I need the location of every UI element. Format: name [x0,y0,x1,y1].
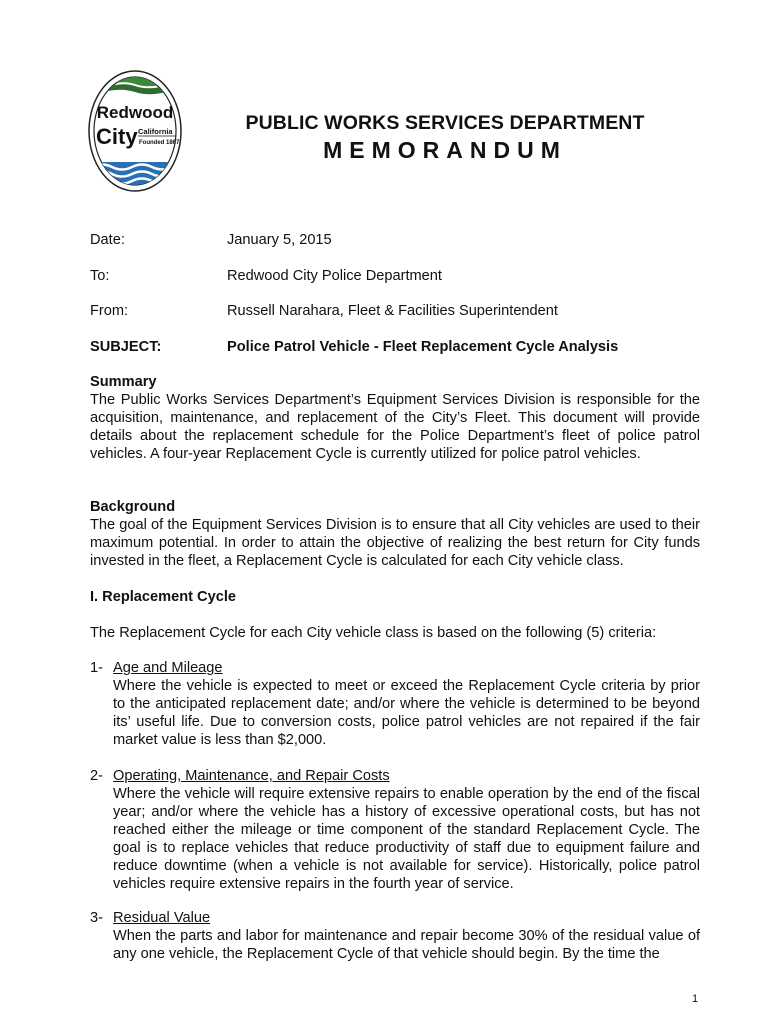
date-label: Date: [90,232,125,248]
logo-text-line2: City [96,124,138,149]
summary-heading: Summary [90,374,157,390]
criteria-number: 3- [90,910,103,926]
summary-section [90,373,700,463]
from-label: From: [90,303,129,319]
section1-intro: The Replacement Cycle for each City vehicle class is based on the following (5) criteria: [90,625,657,641]
criteria-title: Residual Value [113,910,211,926]
date-value: January 5, 2015 [227,232,332,248]
summary-body: The Public Works Services Department’s Equipment Services Division is responsible for the acquisition, maintenance, and replacement of the City’s Fleet. This document will provide details about the replacement schedule for the Police Department’s fleet of police patrol vehicles. A four-year Replacement Cycle is currently utilized for police patrol vehicles. [90,392,700,462]
page-number: 1 [692,993,699,1005]
logo-text-founded: Founded 1867 [139,140,180,146]
criteria-title: Age and Mileage [113,660,223,676]
to-value: Redwood City Police Department [227,268,442,284]
background-section [90,498,700,570]
memo-title: MEMORANDUM [323,137,567,163]
criteria-title: Operating, Maintenance, and Repair Costs [113,768,390,784]
to-label: To: [90,268,110,284]
redwood-city-logo [88,70,182,192]
background-body: The goal of the Equipment Services Division is to ensure that all City vehicles are used to their maximum potential. In order to attain the objective of realizing the best return for City funds invested in the fleet, a Replacement Cycle is calculated for each City vehicle class. [90,517,700,569]
criteria-text: Where the vehicle is expected to meet or exceed the Replacement Cycle criteria by prior to the anticipated replacement date; and/or where the vehicle is determined to be beyond its’ useful life. Due to conversion costs, police patrol vehicles are not repaired if the fair market value is less than $2,000. [113,678,700,748]
department-heading: PUBLIC WORKS SERVICES DEPARTMENT [245,112,645,134]
criteria-number: 2- [90,768,103,784]
criteria-number: 1- [90,660,103,676]
subject-value: Police Patrol Vehicle - Fleet Replacement Cycle Analysis [227,339,619,355]
logo-text-line1: Redwood [96,103,174,122]
logo-text-state: California [138,127,173,136]
background-heading: Background [90,499,176,515]
criteria-text: When the parts and labor for maintenance and repair become 30% of the residual value of any one vehicle, the Replacement Cycle of that vehicle should begin. By the time the [113,928,700,962]
section1-heading: I. Replacement Cycle [90,589,237,605]
criteria-text: Where the vehicle will require extensive repairs to enable operation by the end of the fiscal year; and/or where the vehicle has a history of excessive operational costs, but has not reached either the mileage or time component of the standard Replacement Cycle. The goal is to replace vehicles that reduce productivity of staff due to equipment failure and reduce downtime (when a vehicle is not available for service). Historically, police patrol vehicles require extensive repairs in the fourth year of service. [113,786,700,892]
subject-label: SUBJECT: [90,339,162,355]
from-value: Russell Narahara, Fleet & Facilities Superintendent [227,303,558,319]
